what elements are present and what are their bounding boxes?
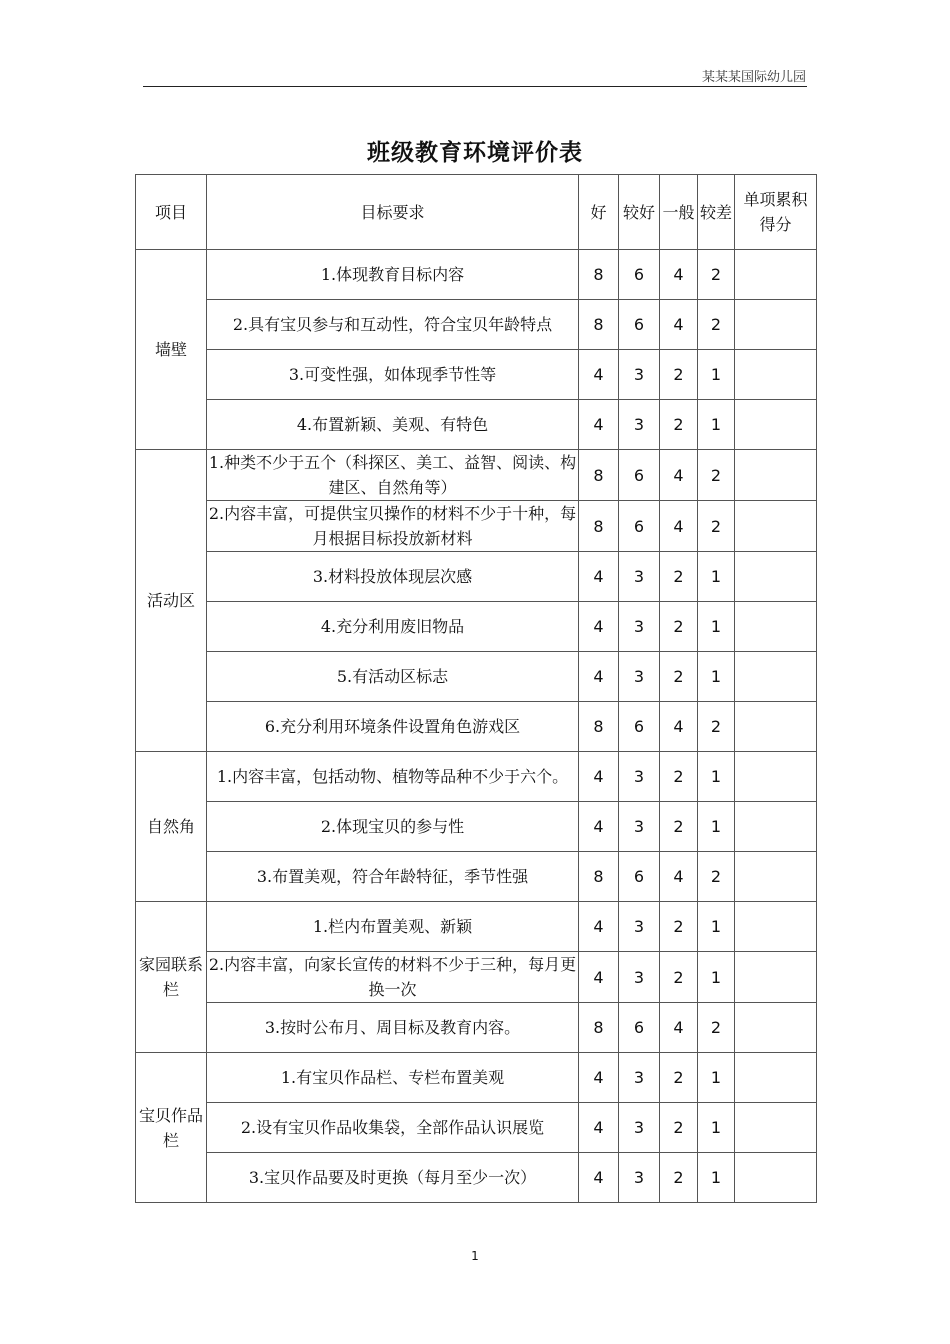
requirement-cell: 3.按时公布月、周目标及教育内容。 (207, 1003, 579, 1053)
score-cell: 3 (619, 1103, 660, 1153)
requirement-cell: 3.布置美观，符合年龄特征，季节性强 (207, 852, 579, 902)
score-cell: 6 (619, 852, 660, 902)
score-cell: 3 (619, 350, 660, 400)
score-cell: 3 (619, 752, 660, 802)
table-row (136, 602, 817, 652)
table-row (136, 852, 817, 902)
score-cell: 1 (698, 400, 735, 450)
score-cell: 1 (698, 1103, 735, 1153)
score-cell: 4 (579, 1153, 619, 1203)
cumulative-score-cell (735, 350, 817, 400)
score-cell: 4 (579, 602, 619, 652)
score-cell: 4 (660, 702, 698, 752)
cumulative-score-cell (735, 1103, 817, 1153)
column-header-cumulative-score: 单项累积得分 (735, 175, 817, 250)
score-cell: 3 (619, 1153, 660, 1203)
cumulative-score-cell (735, 450, 817, 501)
table-row (136, 1053, 817, 1103)
requirement-cell: 2.具有宝贝参与和互动性，符合宝贝年龄特点 (207, 300, 579, 350)
cumulative-score-cell (735, 752, 817, 802)
score-cell: 2 (660, 752, 698, 802)
cumulative-score-cell (735, 1153, 817, 1203)
cumulative-score-cell (735, 1003, 817, 1053)
table-row (136, 300, 817, 350)
requirement-cell: 6.充分利用环境条件设置角色游戏区 (207, 702, 579, 752)
requirement-cell: 4.充分利用废旧物品 (207, 602, 579, 652)
score-cell: 1 (698, 1053, 735, 1103)
column-header-poor: 较差 (698, 175, 735, 250)
score-cell: 4 (579, 802, 619, 852)
table-row (136, 752, 817, 802)
score-cell: 4 (579, 350, 619, 400)
table-row (136, 552, 817, 602)
table-row (136, 450, 817, 501)
score-cell: 2 (660, 552, 698, 602)
cumulative-score-cell (735, 952, 817, 1003)
table-row (136, 952, 817, 1003)
score-cell: 2 (660, 652, 698, 702)
score-cell: 1 (698, 602, 735, 652)
score-cell: 8 (579, 702, 619, 752)
column-header-good: 好 (579, 175, 619, 250)
score-cell: 1 (698, 752, 735, 802)
requirement-cell: 3.宝贝作品要及时更换（每月至少一次） (207, 1153, 579, 1203)
table-row (136, 1153, 817, 1203)
requirement-cell: 5.有活动区标志 (207, 652, 579, 702)
score-cell: 3 (619, 400, 660, 450)
score-cell: 1 (698, 552, 735, 602)
score-cell: 4 (660, 501, 698, 552)
score-cell: 6 (619, 300, 660, 350)
score-cell: 2 (698, 852, 735, 902)
score-cell: 2 (660, 1103, 698, 1153)
score-cell: 4 (660, 1003, 698, 1053)
score-cell: 2 (698, 501, 735, 552)
score-cell: 1 (698, 350, 735, 400)
table-row (136, 802, 817, 852)
table-row (136, 400, 817, 450)
score-cell: 8 (579, 450, 619, 501)
score-cell: 4 (579, 1053, 619, 1103)
cumulative-score-cell (735, 400, 817, 450)
table-header-row (136, 175, 817, 250)
category-cell: 自然角 (136, 752, 207, 902)
cumulative-score-cell (735, 852, 817, 902)
score-cell: 2 (698, 300, 735, 350)
cumulative-score-cell (735, 300, 817, 350)
score-cell: 1 (698, 802, 735, 852)
table-row (136, 1103, 817, 1153)
score-cell: 8 (579, 1003, 619, 1053)
requirement-cell: 1.种类不少于五个（科探区、美工、益智、阅读、构建区、自然角等） (207, 450, 579, 501)
score-cell: 2 (660, 400, 698, 450)
category-cell: 墙壁 (136, 250, 207, 450)
table-row (136, 501, 817, 552)
table-row (136, 702, 817, 752)
score-cell: 2 (660, 1053, 698, 1103)
page-title: 班级教育环境评价表 (367, 139, 583, 166)
score-cell: 4 (660, 852, 698, 902)
requirement-cell: 2.内容丰富，可提供宝贝操作的材料不少于十种，每月根据目标投放新材料 (207, 501, 579, 552)
header-divider (143, 86, 807, 87)
cumulative-score-cell (735, 1053, 817, 1103)
score-cell: 6 (619, 250, 660, 300)
cumulative-score-cell (735, 652, 817, 702)
table-row (136, 350, 817, 400)
table-row (136, 1003, 817, 1053)
score-cell: 6 (619, 450, 660, 501)
score-cell: 2 (698, 250, 735, 300)
requirement-cell: 1.内容丰富，包括动物、植物等品种不少于六个。 (207, 752, 579, 802)
score-cell: 4 (579, 952, 619, 1003)
score-cell: 2 (660, 902, 698, 952)
cumulative-score-cell (735, 250, 817, 300)
score-cell: 8 (579, 300, 619, 350)
requirement-cell: 2.设有宝贝作品收集袋，全部作品认识展览 (207, 1103, 579, 1153)
column-header-average: 一般 (660, 175, 698, 250)
evaluation-table (135, 174, 817, 1203)
table-row (136, 902, 817, 952)
score-cell: 6 (619, 1003, 660, 1053)
score-cell: 1 (698, 1153, 735, 1203)
score-cell: 8 (579, 501, 619, 552)
score-cell: 1 (698, 902, 735, 952)
cumulative-score-cell (735, 552, 817, 602)
table-row (136, 250, 817, 300)
score-cell: 3 (619, 952, 660, 1003)
score-cell: 8 (579, 852, 619, 902)
score-cell: 4 (579, 752, 619, 802)
score-cell: 1 (698, 952, 735, 1003)
score-cell: 3 (619, 652, 660, 702)
column-header-requirement: 目标要求 (207, 175, 579, 250)
score-cell: 2 (698, 450, 735, 501)
table-body (136, 250, 817, 1203)
column-header-fairly-good: 较好 (619, 175, 660, 250)
score-cell: 1 (698, 652, 735, 702)
requirement-cell: 1.有宝贝作品栏、专栏布置美观 (207, 1053, 579, 1103)
page-number: 1 (471, 1249, 479, 1263)
score-cell: 3 (619, 1053, 660, 1103)
score-cell: 2 (660, 1153, 698, 1203)
column-header-item: 项目 (136, 175, 207, 250)
requirement-cell: 1.体现教育目标内容 (207, 250, 579, 300)
category-cell: 活动区 (136, 450, 207, 752)
category-cell: 家园联系栏 (136, 902, 207, 1053)
score-cell: 3 (619, 902, 660, 952)
score-cell: 2 (660, 350, 698, 400)
score-cell: 2 (660, 802, 698, 852)
category-cell: 宝贝作品栏 (136, 1053, 207, 1203)
requirement-cell: 2.内容丰富，向家长宣传的材料不少于三种，每月更换一次 (207, 952, 579, 1003)
cumulative-score-cell (735, 602, 817, 652)
score-cell: 3 (619, 552, 660, 602)
score-cell: 3 (619, 602, 660, 652)
cumulative-score-cell (735, 702, 817, 752)
score-cell: 4 (660, 450, 698, 501)
score-cell: 4 (579, 1103, 619, 1153)
requirement-cell: 3.可变性强，如体现季节性等 (207, 350, 579, 400)
score-cell: 4 (579, 400, 619, 450)
score-cell: 2 (698, 702, 735, 752)
header-org-name: 某某某国际幼儿园 (701, 70, 806, 85)
cumulative-score-cell (735, 902, 817, 952)
score-cell: 4 (660, 300, 698, 350)
requirement-cell: 3.材料投放体现层次感 (207, 552, 579, 602)
cumulative-score-cell (735, 501, 817, 552)
score-cell: 4 (579, 652, 619, 702)
requirement-cell: 4.布置新颖、美观、有特色 (207, 400, 579, 450)
score-cell: 4 (660, 250, 698, 300)
score-cell: 6 (619, 501, 660, 552)
score-cell: 8 (579, 250, 619, 300)
requirement-cell: 1.栏内布置美观、新颖 (207, 902, 579, 952)
table-row (136, 652, 817, 702)
score-cell: 4 (579, 552, 619, 602)
requirement-cell: 2.体现宝贝的参与性 (207, 802, 579, 852)
score-cell: 2 (660, 602, 698, 652)
score-cell: 4 (579, 902, 619, 952)
cumulative-score-cell (735, 802, 817, 852)
score-cell: 2 (698, 1003, 735, 1053)
score-cell: 6 (619, 702, 660, 752)
score-cell: 2 (660, 952, 698, 1003)
score-cell: 3 (619, 802, 660, 852)
